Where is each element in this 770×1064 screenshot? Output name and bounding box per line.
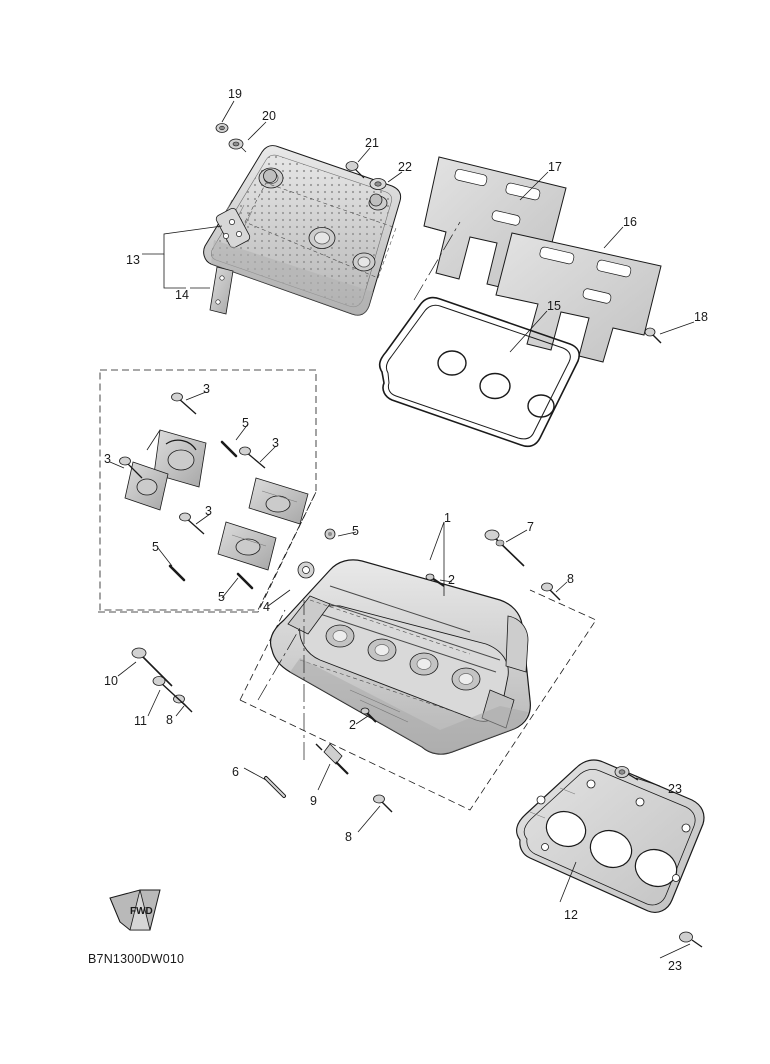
callout-7: 7 — [527, 520, 534, 534]
gasket-plate-16 — [496, 233, 661, 362]
callout-5-a: 5 — [242, 416, 249, 430]
callout-3-d: 3 — [205, 504, 212, 518]
callout-16: 16 — [623, 215, 637, 229]
callout-10: 10 — [104, 674, 118, 688]
fwd-direction-label: FWD — [130, 906, 153, 917]
callout-9: 9 — [310, 794, 317, 808]
callout-6: 6 — [232, 765, 239, 779]
callout-23-a: 23 — [668, 782, 682, 796]
cylinder-head-cover — [204, 146, 401, 316]
callout-21: 21 — [365, 136, 379, 150]
callout-18: 18 — [694, 310, 708, 324]
callout-5-b: 5 — [152, 540, 159, 554]
callout-8-b: 8 — [166, 713, 173, 727]
callout-17: 17 — [548, 160, 562, 174]
callout-12: 12 — [564, 908, 578, 922]
callout-5-d: 5 — [218, 590, 225, 604]
callout-20: 20 — [262, 109, 276, 123]
callout-13: 13 — [126, 253, 140, 267]
callout-11: 11 — [134, 714, 147, 728]
callout-3-c: 3 — [104, 452, 111, 466]
part-14-plate — [210, 267, 233, 314]
callout-2-b: 2 — [349, 718, 356, 732]
callout-15: 15 — [547, 299, 561, 313]
part-code-label: B7N1300DW010 — [88, 952, 185, 966]
spark-plug-9 — [316, 744, 348, 774]
bolt-18 — [645, 328, 661, 343]
cylinder-head — [98, 492, 596, 810]
callout-14: 14 — [175, 288, 189, 302]
cover-bolts-19-20 — [216, 124, 246, 153]
dowel-6 — [266, 778, 284, 796]
callout-5-c: 5 — [352, 524, 359, 538]
callout-3-a: 3 — [203, 382, 210, 396]
callout-1: 1 — [444, 511, 451, 525]
callout-22: 22 — [398, 160, 412, 174]
callout-8-c: 8 — [345, 830, 352, 844]
callout-8-a: 8 — [567, 572, 574, 586]
callout-4: 4 — [263, 600, 270, 614]
callout-2-a: 2 — [448, 573, 455, 587]
part-4 — [298, 562, 314, 578]
callout-19: 19 — [228, 87, 242, 101]
callout-23-b: 23 — [668, 959, 682, 973]
callout-3-b: 3 — [272, 436, 279, 450]
